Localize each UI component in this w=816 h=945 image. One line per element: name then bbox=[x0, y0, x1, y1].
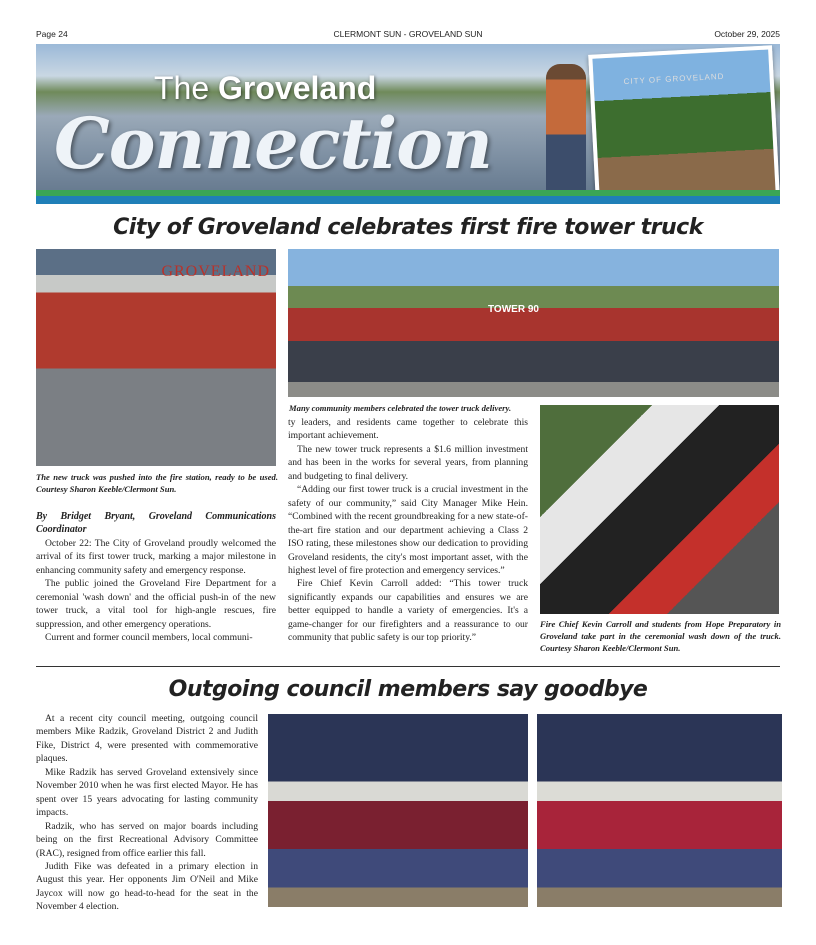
paragraph: Radzik, who has served on major boards including being on the first Recreational Advisory Committee (RAC), resigned from office earlier this fall. bbox=[36, 820, 258, 859]
paragraph: Judith Fike was defeated in a primary election in August this year. Her opponents Jim O'Neil and Mike Jaycox will now go head-to-head for the seat in the November 4 election. bbox=[36, 860, 258, 913]
page-number: Page 24 bbox=[36, 29, 68, 39]
masthead-banner bbox=[36, 44, 780, 204]
byline: By Bridget Bryant, Groveland Communications Coordinator bbox=[36, 511, 276, 536]
photo-truck-push bbox=[36, 249, 276, 466]
section-divider bbox=[36, 666, 780, 667]
banner-inset-photo bbox=[588, 45, 780, 204]
paragraph: Mike Radzik has served Groveland extensively since November 2010 when he was first elected Mayor. He has spent over 15 years advocating for lasting community impacts. bbox=[36, 766, 258, 819]
article2-column bbox=[36, 712, 258, 914]
paper-name: CLERMONT SUN - GROVELAND SUN bbox=[333, 29, 483, 39]
paragraph: Fire Chief Kevin Carroll added: “This tower truck significantly expands our capabilities and ensures we are better equipped to handle a variety of emergencies. It's a game-changer for our firefighters and a reassurance to our community that public safety is our top priority.” bbox=[288, 578, 528, 644]
issue-date: October 29, 2025 bbox=[714, 29, 780, 39]
paragraph: “Adding our first tower truck is a crucial investment in the safety of our community,” said City Manager Mike Hein. “Combined with the recent groundbreaking for a new state-of-the-art fire station and our department achieving a Class 2 ISO rating, these milestones show our dedication to providing Groveland residents, the city's most important asset, with the highest level of fire protection and emergency services.” bbox=[288, 484, 528, 576]
photo1-caption: The new truck was pushed into the fire station, ready to be used. Courtesy Sharon Keeble/Clermont Sun. bbox=[36, 472, 278, 494]
photo-radzik-plaque bbox=[268, 714, 528, 907]
truck-sign: TOWER 90 bbox=[488, 304, 539, 315]
masthead-title: The Groveland bbox=[154, 70, 377, 106]
paragraph: The public joined the Groveland Fire Department for a ceremonial 'wash down' and the official push-in of the new tower truck, a vital tool for high-angle rescues, fire suppression, and other emergency operations. bbox=[36, 578, 276, 630]
blue-stripe bbox=[36, 196, 780, 204]
masthead-subtitle: Connection bbox=[54, 102, 492, 185]
paragraph: Current and former council members, local communi- bbox=[45, 632, 253, 644]
article1-column2 bbox=[288, 416, 528, 645]
station-sign: GROVELAND bbox=[161, 263, 270, 280]
photo3-caption: Fire Chief Kevin Carroll and students from Hope Preparatory in Groveland take part in the ceremonial wash down of the truck. Courtesy Sharon Keeble/Clermont Sun. bbox=[540, 619, 781, 653]
paragraph: October 22: The City of Groveland proudly welcomed the arrival of its first tower truck, marking a major milestone in enhancing community safety and emergency response. bbox=[36, 537, 276, 576]
photo-council-group bbox=[537, 714, 782, 907]
photo-wash-down bbox=[540, 405, 779, 614]
paragraph: The new tower truck represents a $1.6 million investment and has been in the works for several years, from planning and budgeting to final delivery. bbox=[288, 443, 528, 482]
article2-headline: Outgoing council members say goodbye bbox=[168, 677, 648, 702]
photo-community-crowd bbox=[288, 249, 779, 397]
banner-person-image bbox=[546, 64, 586, 192]
paragraph: At a recent city council meeting, outgoing council members Mike Radzik, Groveland District 2 and Judith Fike, District 4, were presented with commemorative plaques. bbox=[36, 713, 258, 765]
inset-sign-text: CITY OF GROVELAND bbox=[623, 71, 725, 87]
article1-headline: City of Groveland celebrates first fire tower truck bbox=[113, 215, 703, 240]
paragraph: ty leaders, and residents came together to celebrate this important achievement. bbox=[288, 417, 528, 442]
article1-column1 bbox=[36, 510, 276, 645]
photo2-caption: Many community members celebrated the tower truck delivery. bbox=[289, 403, 512, 413]
